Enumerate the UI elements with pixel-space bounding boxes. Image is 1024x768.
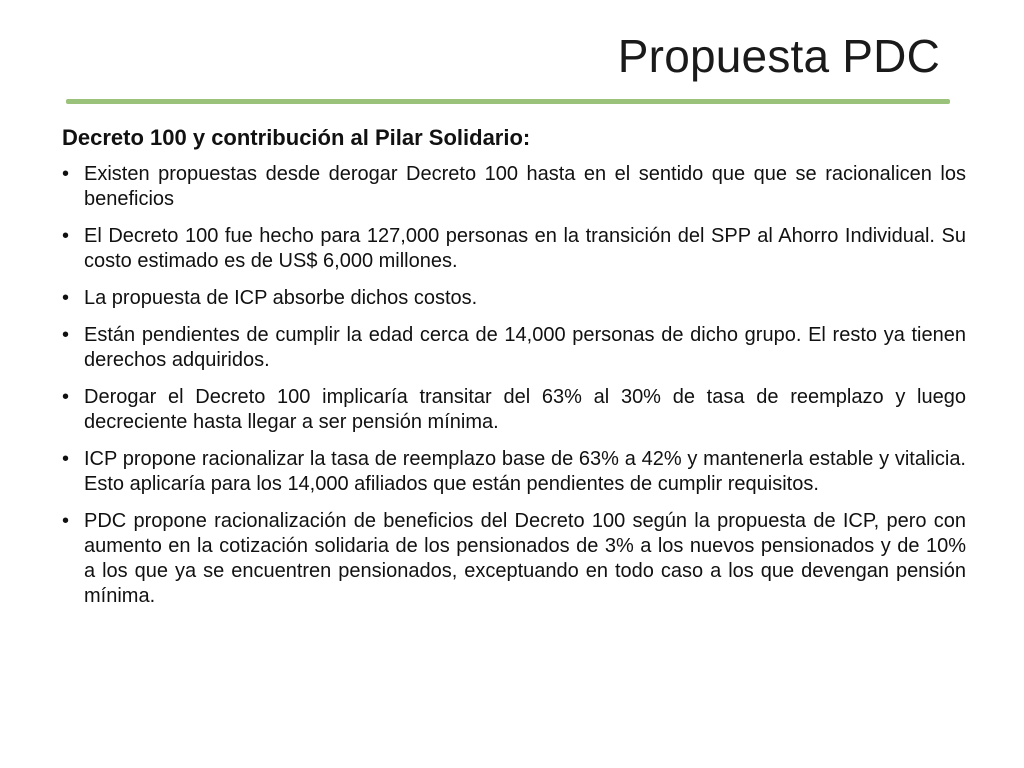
slide-title: Propuesta PDC [617, 30, 940, 82]
bullet-text: El Decreto 100 fue hecho para 127,000 personas en la transición del SPP al Ahorro Individual. Su costo estimado es de US$ 6,000 millones. [84, 224, 966, 272]
bullet-marker: • [62, 509, 70, 532]
bullet-marker: • [62, 323, 70, 346]
bullet-text: Están pendientes de cumplir la edad cerca de 14,000 personas de dicho grupo. El resto ya tienen derechos adquiridos. [84, 323, 966, 371]
bullet-marker: • [62, 224, 70, 247]
bullet-item [62, 509, 966, 609]
bullet-marker: • [62, 286, 70, 309]
bullet-item [62, 323, 966, 373]
bullet-item [62, 162, 966, 212]
bullet-text: Derogar el Decreto 100 implicaría transitar del 63% al 30% de tasa de reemplazo y luego decreciente hasta llegar a ser pensión mínima. [84, 385, 966, 433]
title-underline [66, 99, 950, 104]
slide-content [62, 124, 966, 621]
bullet-marker: • [62, 447, 70, 470]
bullet-text: Existen propuestas desde derogar Decreto 100 hasta en el sentido que que se racionalicen los beneficios [84, 162, 966, 210]
bullet-list [62, 162, 966, 609]
bullet-text: ICP propone racionalizar la tasa de reemplazo base de 63% a 42% y mantenerla estable y vitalicia. Esto aplicaría para los 14,000 afiliados que están pendientes de cumplir requisitos. [84, 447, 966, 495]
bullet-item [62, 447, 966, 497]
bullet-marker: • [62, 162, 70, 185]
section-subheading: Decreto 100 y contribución al Pilar Solidario: [62, 125, 531, 150]
bullet-text: PDC propone racionalización de beneficios del Decreto 100 según la propuesta de ICP, pero con aumento en la cotización solidaria de los pensionados de 3% a los nuevos pensionados y de 10% a los que ya se encuentren pensionados, exceptuando en todo caso a los que devengan pensión mínima. [84, 509, 966, 607]
bullet-item [62, 286, 966, 311]
bullet-text: La propuesta de ICP absorbe dichos costos. [84, 286, 478, 309]
bullet-marker: • [62, 385, 70, 408]
bullet-item [62, 224, 966, 274]
bullet-item [62, 385, 966, 435]
